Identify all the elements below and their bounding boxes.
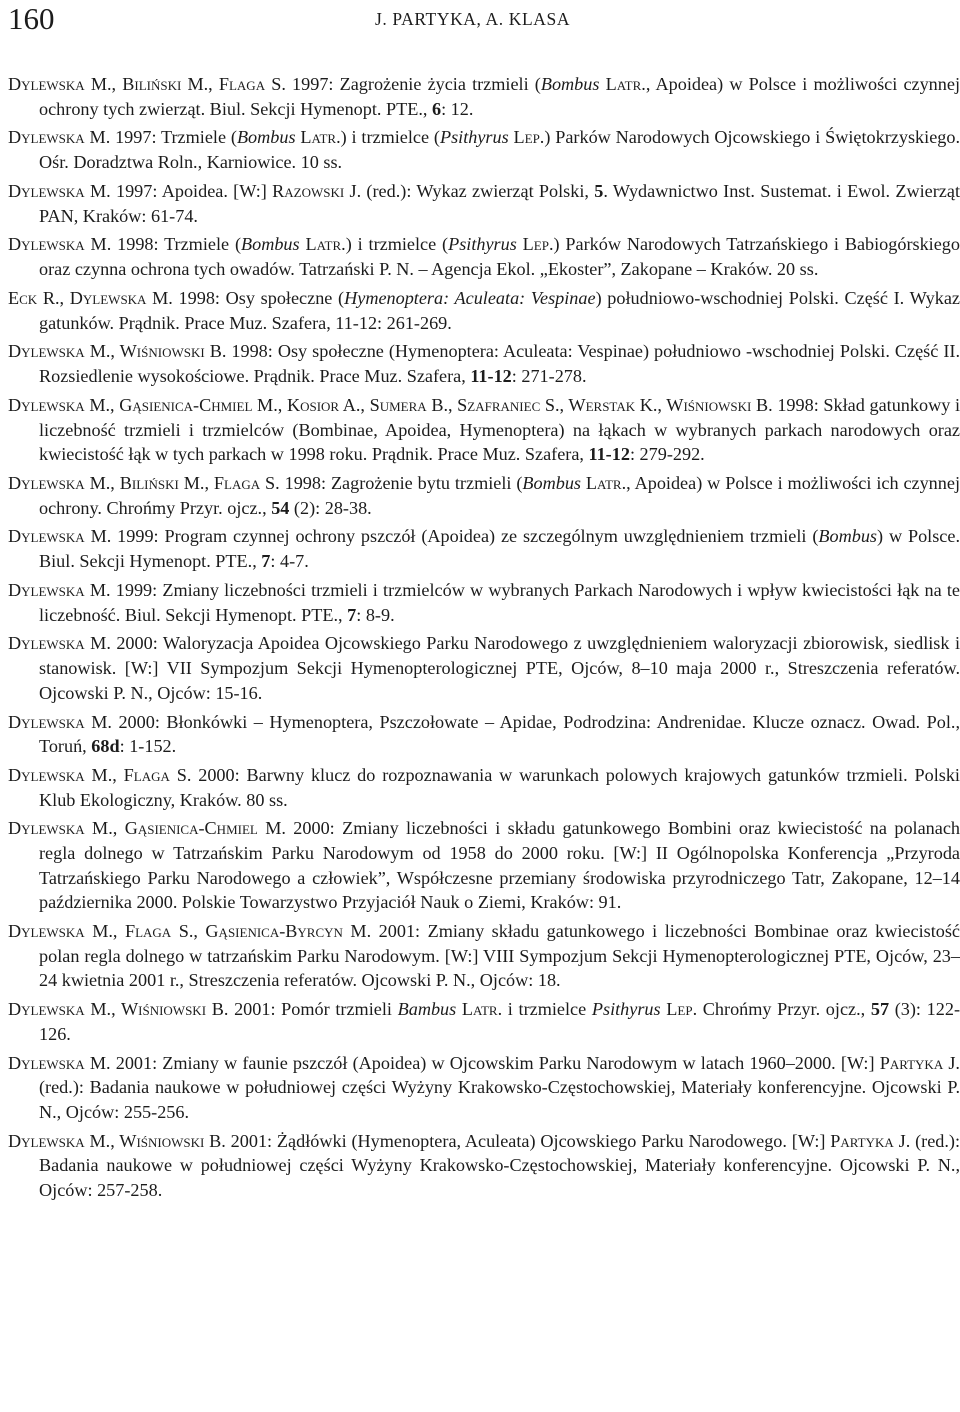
reference-text: Bombus (818, 526, 877, 547)
reference-authors: Dylewska M. (8, 633, 111, 654)
reference-text: : 4-7. (270, 551, 309, 572)
reference-authors: Dylewska M., Wiśniowski B. (8, 999, 229, 1020)
reference-authors: Partyka J. (879, 1052, 960, 1073)
reference-entry (8, 631, 960, 705)
reference-entry (8, 471, 960, 520)
reference-text: 57 (870, 999, 890, 1020)
reference-entry (8, 816, 960, 914)
reference-text: ., Apoidea) w Polsce i możliwości ich czynnej ochrony. Chrońmy Przyr. ojcz., (39, 472, 960, 518)
reference-text: Bombus (522, 472, 582, 493)
reference-authors: Latr (605, 74, 642, 94)
reference-entry (8, 286, 960, 335)
reference-text: . Wydawnictwo Inst. Sustemat. i Ewol. Zwierząt PAN, Kraków: 61-74. (39, 180, 960, 226)
reference-text: : 271-278. (511, 366, 587, 387)
reference-text: Psithyrus (591, 999, 661, 1020)
running-head: J. PARTYKA, A. KLASA (375, 9, 571, 29)
reference-text: 1997: Zagrożenie życia trzmieli ( (285, 74, 541, 94)
reference-entry (8, 710, 960, 759)
reference-text: 1999: Program czynnej ochrony pszczół (Apoidea) ze szczególnym uwzględnieniem trzmieli ( (111, 526, 819, 547)
reference-authors: Dylewska M., Wiśniowski B. (8, 341, 227, 362)
reference-text: .) Parków Narodowych Tatrzańskiego i Babiogórskiego oraz czynna ochrona tych owadów. Tatrzański P. N. – Agencja Ekol. „Ekoster”, Zakopane – Kraków. 20 ss. (39, 234, 960, 280)
reference-authors: Dylewska M. (8, 579, 111, 600)
reference-entry (8, 919, 960, 993)
reference-text: (red.): Wykaz zwierząt Polski, (361, 180, 595, 201)
reference-authors: Dylewska M. (8, 711, 112, 732)
reference-text: 2001: Żądłówki (Hymenoptera, Aculeata) Ojcowskiego Parku Narodowego. [W:] (225, 1130, 831, 1151)
reference-authors: Dylewska M., Gąsienica-Chmiel M., Kosior A., Sumera B., Szafraniec S., Werstak K., Wiśniowski B. (8, 394, 773, 415)
reference-text: 6 (431, 98, 442, 119)
reference-entry (8, 179, 960, 228)
reference-entry (8, 1129, 960, 1203)
reference-authors: Latr (300, 127, 337, 148)
reference-text: : 12. (441, 98, 474, 119)
reference-entry (8, 339, 960, 388)
reference-text: 1998: Zagrożenie bytu trzmieli ( (279, 472, 523, 493)
reference-entry (8, 393, 960, 467)
reference-text: 1998: Osy społeczne ( (172, 287, 345, 308)
reference-authors: Lep (522, 234, 549, 255)
reference-text: 2001: Zmiany składu gatunkowego i liczebności Bombinae oraz kwiecistość polan regla dolnego w tatrzańskim Parku Narodowym. [W:] VIII Sympozjum Sekcji Hymenopterologicznej PTE, Ojców, 23–24 kwietnia 2001 r., Streszczenia referatów. Ojcowski P. N., Ojców: 18. (39, 921, 960, 991)
reference-authors: Partyka J. (830, 1130, 911, 1151)
reference-text: 1999: Zmiany liczebności trzmieli i trzmielców w wybranych Parkach Narodowych i wpływ kwiecistości łąk na te liczebność. Biul. Sekcji Hymenopt. PTE., (39, 579, 960, 625)
reference-authors: Razowski J. (272, 180, 362, 201)
reference-entry (8, 578, 960, 627)
reference-text: Hymenoptera: Aculeata: Vespinae (344, 287, 596, 308)
reference-text: .) Parków Narodowych Ojcowskiego i Świętokrzyskiego. Ośr. Doradztwa Roln., Karniowice. 10 ss. (39, 127, 960, 173)
reference-authors: Latr (461, 999, 498, 1020)
reference-authors: Dylewska M. (8, 127, 111, 148)
reference-authors: Dylewska M., Biliński M., Flaga S. (8, 74, 286, 94)
reference-entry (8, 232, 960, 281)
reference-text: : 279-292. (629, 444, 705, 465)
reference-text: .) i trzmielce ( (336, 127, 440, 148)
reference-authors: Dylewska M., Biliński M., Flaga S. (8, 472, 280, 493)
reference-text: 2001: Zmiany w faunie pszczół (Apoidea) w Ojcowskim Parku Narodowym w latach 1960–2000. [W:] (110, 1052, 880, 1073)
reference-text: : 1-152. (119, 736, 177, 757)
reference-text: 1998: Trzmiele ( (111, 234, 241, 255)
reference-text: 1997: Trzmiele ( (110, 127, 237, 148)
reference-entry (8, 997, 960, 1046)
reference-text: 2001: Pomór trzmieli (228, 999, 398, 1020)
reference-text: Bombus (241, 234, 300, 255)
reference-text: . i trzmielce (497, 999, 592, 1020)
reference-text: (3): 122-126. (39, 999, 960, 1044)
reference-text: (red.): Badania naukowe w południowej części Wyżyny Krakowsko-Częstochowskiej, Materiały konferencyjne. Ojcowski P. N., Ojców: 255-256. (39, 1077, 960, 1122)
reference-authors: Dylewska M., Gąsienica-Chmiel M. (8, 818, 286, 839)
reference-text: (red.): Badania naukowe w południowej części Wyżyny Krakowsko-Częstochowskiej, Materiały konferencyjne. Ojcowski P. N., Ojców: 257-258. (39, 1130, 960, 1200)
reference-text: 68d (91, 736, 120, 757)
reference-text: 7 (261, 551, 271, 572)
reference-entry (8, 1051, 960, 1125)
page-header (8, 0, 960, 38)
reference-authors: Dylewska M., Flaga S., Gąsienica-Byrcyn M. (8, 921, 372, 942)
reference-text: 2000: Barwny klucz do rozpoznawania w warunkach polowych krajowych gatunków trzmieli. Polski Klub Ekologiczny, Kraków. 80 ss. (39, 765, 960, 810)
reference-authors: Lep (513, 127, 540, 148)
reference-text: 2000: Waloryzacja Apoidea Ojcowskiego Parku Narodowego z uwzględnieniem waloryzacji zbiorowisk, siedlisk i stanowisk. [W:] VII Sympozjum Sekcji Hymenopterologicznej PTE, Ojców, 8–10 maja 2000 r., Streszczenia referatów. Ojcowski P. N., Ojców: 15-16. (39, 633, 960, 703)
reference-text: ., Apoidea) w Polsce i możliwości czynnej ochrony tych zwierząt. Biul. Sekcji Hymenopt. PTE., (39, 74, 960, 119)
reference-authors: Dylewska M. (8, 234, 112, 255)
reference-text: Bombus (540, 74, 600, 94)
reference-text: (2): 28-38. (289, 497, 372, 518)
reference-entry (8, 524, 960, 573)
reference-authors: Dylewska M. (8, 180, 111, 201)
reference-text: 1998: Osy społeczne (Hymenoptera: Aculeata: Vespinae) południowo -wschodniej Polski. Część II. Rozsiedlenie wysokościowe. Prądnik. Prace Muz. Szafera, (39, 341, 960, 387)
reference-list (8, 72, 960, 1207)
reference-authors: Dylewska M. (8, 526, 112, 547)
reference-authors: Dylewska M. (8, 1052, 111, 1073)
reference-authors: Dylewska M., Flaga S. (8, 765, 192, 785)
reference-authors: Eck R., Dylewska M. (8, 287, 173, 308)
reference-text: : 8-9. (356, 604, 395, 625)
document-page (8, 0, 960, 1200)
reference-text: 1998: Skład gatunkowy i liczebność trzmieli i trzmielców (Bombinae, Apoidea, Hymenoptera) na łąkach w wybranych parkach narodowych oraz kwiecistość łąk w tych parkach w 1998 roku. Prądnik. Prace Muz. Szafera, (39, 394, 960, 465)
reference-text: 11-12 (588, 444, 630, 465)
reference-text: Psithyrus (448, 234, 517, 255)
reference-entry (8, 72, 960, 121)
reference-authors: Lep (666, 999, 693, 1020)
reference-text: .) i trzmielce ( (341, 234, 449, 255)
reference-entry (8, 763, 960, 812)
reference-text: 5 (594, 180, 604, 201)
reference-authors: Latr (585, 472, 622, 493)
reference-text: 2000: Zmiany liczebności i składu gatunkowego Bombini oraz kwiecistość na polanach regla dolnego w Tatrzańskim Parku Narodowym od 1958 do 2000 roku. [W:] II Ogólnopolska Konferencja „Przyroda Tatrzańskiego Parku Narodowego a człowiek”, Współczesne przemiany środowiska przyrodniczego Tatr, Zakopane, 12–14 października 2000. Polskie Towarzystwo Przyjaciół Nauk o Ziemi, Kraków: 91. (39, 818, 960, 913)
reference-text: Bombus (236, 127, 296, 148)
reference-text: 1997: Apoidea. [W:] (110, 180, 273, 201)
page-number: 160 (8, 1, 55, 36)
reference-text: ) w Polsce. Biul. Sekcji Hymenopt. PTE., (39, 526, 960, 572)
reference-authors: Dylewska M., Wiśniowski B. (8, 1130, 226, 1151)
reference-authors: Latr (305, 234, 342, 255)
reference-text: Bambus (397, 999, 457, 1020)
reference-text: 54 (271, 497, 290, 518)
reference-text: . Chrońmy Przyr. ojcz., (692, 999, 871, 1020)
reference-text: ) południowo-wschodniej Polski. Część I. Wykaz gatunków. Prądnik. Prace Muz. Szafera, 11-12: 261-269. (39, 287, 960, 333)
reference-text: 11-12 (470, 366, 512, 387)
reference-text: Psithyrus (439, 127, 509, 148)
reference-entry (8, 125, 960, 174)
reference-text: 7 (347, 604, 357, 625)
reference-text: 2000: Błonkówki – Hymenoptera, Pszczołowate – Apidae, Podrodzina: Andrenidae. Klucze oznacz. Owad. Pol., Toruń, (39, 711, 960, 757)
